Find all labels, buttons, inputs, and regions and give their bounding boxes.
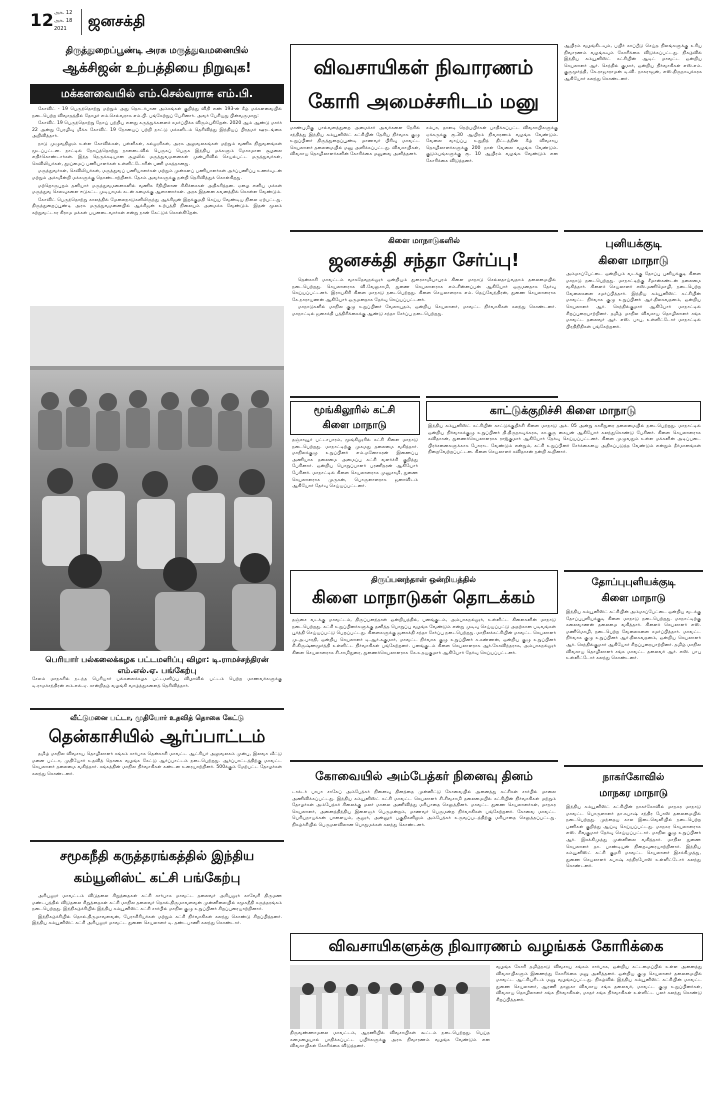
story-headline: கிளை மாநாடு	[601, 593, 666, 604]
story-kicker: வீட்டுமனை பட்டா, முதியோர் உதவித் தொகை கேட்டு	[70, 714, 244, 722]
paragraph: அரியலூர் மாவட்டம் விடுதலை சிறுத்தைகள் கட்சி சார்பாக மாவட்ட தலைவர் அரியலூர் காவேரி திருமண மண்டபத்தில் விடுதலை சிறுத்தைகள் கட்சி மாநில தலைவர் தொல்.திருமாவளவன் முன்னிலையில் சமூகநீதி கருத்தரங்கம் நடைபெற்றது. இந்நிகழ்ச்சியில் இந்திய கம்யூனிஸ்ட் கட்சி சார்பில் மாநில குழு உறுப்பினர் சிறப்புரையாற்றினார்.	[32, 894, 282, 913]
story-headline: சமூகநீதி கருத்தரங்கத்தில் இந்திய	[59, 849, 255, 864]
paragraph: கோவிட் 19 பெருந்தொற்று நோய் பற்றிய எனது கருத்துக்களைச் சமர்ப்பிக்க விரும்புகிறேன். 2020 ஆம் ஆண்டு மார்ச் 22 அன்று பேரழிவு மிக்க கோவிட் 19 நோயைப் பற்றி நாட்டு மக்களிடம் தெரிவித்து இந்தியப் பிரதமர் ஊரடங்கை அறிவித்தார்.	[32, 121, 282, 140]
story-headline: தென்காசியில் ஆர்ப்பாட்டம்	[48, 727, 266, 747]
paragraph: கோவிட் பெருந்தொற்று காலத்தில் மேலைநாடுகளிலிருந்து ஆக்சிஜன் இறக்குமதி செய்ய வேண்டிய நிலை ஏற்பட்டது. திருத்துறைப்பூண்டி அரசு மருத்துவமனையில் ஆக்சிஜன் உற்பத்தி நிலையம் அமைக்க வேண்டும். இதன் மூலம் சுற்றுவட்டார கிராம மக்கள் பயனடைவார்கள் என்று நான் கேட்டுக் கொள்கிறேன்.	[32, 197, 282, 216]
issue-dates	[54, 9, 82, 35]
story-headline: விவசாயிகள் நிவாரணம்	[313, 55, 534, 79]
paragraph: கோவிட் - 19 பெருந்தொற்று மற்றும் அது தொடர்பான அம்சங்கள் குறித்து விதி எண் 193-ன் கீழ் மக்களவையில் நடைபெற்ற விவாதத்தில் தோழர் எம்.செல்வராசு எம்.பி. பங்கேற்றுப் பேசினார். அவர் பேசியது பின்வருமாறு:	[32, 107, 282, 119]
paragraph: மாநாடுகளில் மாநில குழு உறுப்பினர் வேலாயுதம், ஒன்றிய செயலாளர், மாவட்ட நிர்வாகிகள் கலந்து கொண்டனர். மாநாட்டில் ஜனசக்தி பத்திரிக்கைக்கு ஆண்டு சந்தா சேர்ப்பு நடைபெற்றது.	[292, 305, 556, 317]
story-headline: கிளை மாநாடு	[598, 254, 669, 267]
story-headline: விவசாயிகளுக்கு நிவாரணம் வழங்கக் கோரிக்கை	[328, 937, 664, 955]
relief-story	[290, 933, 703, 1063]
caption-body: சேலம் மாநகரில் நடந்த பெரியார் பல்கலைக்கழக பட்டமளிப்பு விழாவில் பட்டம் பெற்ற மாணவர்களுக்கு டி.ராமச்சந்திரன் எம்.எல்.ஏ. சான்றிதழ் வழங்கி வாழ்த்துகளைத் தெரிவித்தார்.	[32, 677, 282, 689]
page-number: 12	[30, 11, 54, 31]
story-body	[292, 278, 556, 390]
story-headline: மூங்கிலூரில் கட்சி	[313, 405, 396, 416]
story-headline: நாகர்கோவில்	[602, 772, 665, 783]
story-body: இந்திய கம்யூனிஸ்ட் கட்சியின் நாகர்கோவில் மாநகர மாநாடு மாவட்ட பொருளாளர் தா.சுபாஷ் சந்திர போஸ் தலைமையில் நடைபெற்றது. முந்தைய கால இடைவெளியில் நடைபெற்ற பணிகள் குறித்து ஆய்வு செய்யப்பட்டது. மாநகர செயலாளராக எஸ். சிவகுமார் தேர்வு செய்யப்பட்டார். மாநில குழு உறுப்பினர் ஆர். இசக்கிமுத்து முன்னிலை வகித்தார். மாநில துணை செயலாளர் தா. பாண்டியன் நிறைவுரையாற்றினார். இந்திய கம்யூனிஸ்ட் கட்சி குமரி மாவட்ட செயலாளர் இசக்கிமுத்து, துணை செயலாளர் சுபாஷ் சந்திரபோஸ் உள்ளிட்டோர் கலந்து கொண்டனர்.	[566, 805, 701, 870]
story-body	[32, 107, 282, 302]
masthead	[30, 8, 200, 36]
story-body	[32, 752, 282, 838]
story-col: மாண்புமிகு பால்வளத்துறை அமைச்சர் அவர்களை நேரில் சந்தித்து இந்திய கம்யூனிஸ்ட் கட்சியின் தேசிய நிர்வாக குழு உறுப்பினர் திருத்துறைப்பூண்டி மாணவர் பிரிவு மாவட்ட செயலாளர் தலைமையில் மனு அளிக்கப்பட்டது. விவசாயிகள், விவசாய தொழிலாளர்களின் கோரிக்கை மனுவை அளித்தனர்.	[290, 126, 420, 158]
story-col: சம்பா, தாளடி நெற்பயிர்கள் பாதிக்கப்பட்ட விவசாயிகளுக்கு ஏக்கருக்கு ரூ.30 ஆயிரம் நிவாரணம் வழங்க வேண்டும். வேலை வாய்ப்பு உறுதித் திட்டத்தின் கீழ் விவசாய தொழிலாளர்களுக்கு 200 நாள் வேலை வழங்க வேண்டும். குடும்பங்களுக்கு ரூ. 10 ஆயிரம் வழங்க வேண்டும் என கோரிக்கை விடுத்தனர்.	[426, 126, 558, 164]
farmers-photo	[290, 965, 490, 1029]
headline-box	[426, 401, 701, 421]
story-body	[32, 894, 282, 1060]
headline-box	[290, 44, 558, 122]
ambedkar-story	[290, 760, 558, 930]
mp-bar: மக்களவையில் எம்.செல்வராசு எம்.பி.	[30, 84, 284, 104]
photo-caption: பெரியார் பல்கலைக்கழக பட்டமளிப்பு விழா: டி.ராமச்சந்திரன் எம்.எல்.ஏ. பங்கேற்பு	[45, 655, 269, 675]
story-body: வழங்க கோரி தமிழ்நாடு விவசாய சங்கம் சார்பாக, ஒன்றிய கட்டமைப்பில் உள்ள அனைத்து விவசாயிகளும் இணைந்து கோரிக்கை மனு அளித்தனர். ஒன்றிய குழு செயலாளர் தலைமையில் மாவட்ட ஆட்சியரிடம் மனு வழங்கப்பட்டது. நிகழ்வில் இந்திய கம்யூனிஸ்ட் கட்சியின் மாவட்ட துணை செயலாளர், ஆரணி தாலுகா விவசாய சங்க தலைவர், மாவட்ட குழு உறுப்பினர்கள், விவசாய தொழிலாளர் சங்க நிர்வாகிகள், மாதர் சங்க நிர்வாகிகள் உள்ளிட்ட பலர் கலந்து கொண்டு சிறப்பித்தனர்.	[496, 965, 702, 1003]
paragraph: நாடு முழுவதிலும் உள்ள கோவில்கள், பள்ளிகள், கல்லூரிகள், அரசு அலுவலகங்கள் மற்றும் வணிக நிறுவனங்கள் மூடப்பட்டன. நாட்டில் நோய்த்தொற்று நாளடைவில் பெருகப் பெருக இந்திய மக்களும் மோசமான சூழலை எதிர்கொண்டார்கள். இந்த நெருக்கடியான சூழலில் மருத்துவமனைகள் முன்புரிவில் செயல்பட்ட மருத்துவர்கள், செவிலியர்கள், தூய்மைப் பணியாளர்கள் உள்ளிட்டோரின் பணி மகத்தானது.	[32, 141, 282, 167]
ministry-story	[290, 44, 703, 230]
story-headline: காட்டுக்குறிச்சி கிளை மாநாடு	[489, 404, 637, 417]
paragraph: இந்நிகழ்ச்சியில் தொல்.திருமாவளவன், பேராசிரியர்கள் மற்றும் கட்சி நிர்வாகிகள் கலந்து கொண்டு சிறப்பித்தனர். இந்திய கம்யூனிஸ்ட் கட்சி அரியலூர் மாவட்ட துணை செயலாளர் டி. தண்டபாணி கலந்து கொண்டார்.	[32, 914, 282, 927]
story-body: டாக்டர் பாபா சாகேப் அம்பேத்கர் நினைவு தினத்தை முன்னிட்டு கோவையில் அனைத்து கட்சிகள் சார்பில் மாலை அணிவிக்கப்பட்டது. இந்திய கம்யூனிஸ்ட் கட்சி மாவட்ட செயலாளர் சி.சிவசாமி தலைமையில் கட்சியின் நிர்வாகிகள் மற்றும் தோழர்கள் அம்பேத்கர் சிலைக்கு மலர் மாலை அணிவித்து மரியாதை செலுத்தினர். மாவட்ட துணை செயலாளர்கள், மாநகர செயலாளர், அனைத்திந்திய இளைஞர் பெருமன்றம், மாணவர் பெருமன்ற நிர்வாகிகள் பங்கேற்றனர். கோவை மாவட்ட பெரியநாயக்கன் பாளையம், சூலூர், அன்னூர் பகுதிகளிலும் அம்பேத்கர் உருவப்படத்திற்கு மரியாதை செலுத்தப்பட்டது. நிகழ்ச்சியில் பெருமளவிலான பொதுமக்கள் கலந்து கொண்டனர்.	[292, 790, 556, 828]
headline-box	[290, 401, 420, 435]
story-col: ஆயிரம் வழங்கிடவும், பயிர் காப்பீடு செய்த நிலங்களுக்கு உரிய நிவாரணம் வழங்கவும் கோரிக்கை விடுக்கப்பட்டது. நிகழ்வில் இந்திய கம்யூனிஸ்ட் கட்சியின் ஆடிட் மாவட்ட ஒன்றிய செயலாளர் ஆர். செந்தில் குமார், ஒன்றிய நிர்வாகிகள் எஸ்.எம். குருமூர்த்தி, கே.ராஜாராமன் டி.வி. நாகராஜன், எஸ்.திருநாவுக்கரசு ஆகியோர் கலந்து கொண்டனர்.	[564, 44, 702, 82]
moongil-story	[290, 396, 420, 566]
nagarkovil-story	[564, 765, 703, 930]
date-line: அக. 18	[54, 18, 73, 24]
punniyakudi-story	[564, 230, 703, 455]
paper-name: ஜனசக்தி	[88, 12, 146, 30]
story-headline: ஆக்சிஜன் உற்பத்தியை நிறுவுக!	[62, 61, 252, 76]
farmers-illustration	[290, 965, 490, 1029]
oxygen-story	[30, 44, 284, 704]
convocation-photo	[30, 306, 284, 651]
crowd-illustration	[30, 306, 284, 651]
janasakthi-story	[290, 230, 558, 390]
story-kicker: திருப்பனந்தாள் ஒன்றியத்தில்	[371, 575, 476, 584]
story-headline: கோவையில் அம்பேத்கர் நினைவு தினம்	[315, 769, 533, 783]
thoppupuliyakudi-story	[564, 570, 703, 760]
story-headline: புனியக்குடி	[605, 237, 662, 250]
story-body: தஞ்சாவூர் பட்டாபாரம், மூங்கிலூரில் கட்சி கிளை மாநாடு நடைபெற்றது. மாநாட்டிற்கு முகமது தலைமை வகித்தார். மாநிலக்குழு உறுப்பினர் எம்.மனோகரன் இணைப்பு அணியாக தலைமை அமைப்பு கட்சி வளர்ச்சி குறித்து பேசினார். ஒன்றிய பொறுப்பாளர் பரணிதரன் ஆகியோர் பேசினர். மாநாட்டில் கிளை செயலாளராக முனுசாமி, துணை செயலாளராக முருகன், பொருளாளராக ஜனாவிடம் ஆகியோர் தேர்வு செய்யப்பட்டனர்.	[292, 438, 418, 490]
headline-box	[290, 570, 558, 614]
story-headline: கிளை மாநாடு	[322, 420, 387, 431]
headline-box	[290, 933, 703, 961]
story-headline: ஜனசக்தி சந்தா சேர்ப்பு!	[328, 250, 520, 271]
story-kicker: திருத்துறைப்பூண்டி அரசு மருத்துவமனையில்	[65, 46, 249, 56]
date-line: 2021	[54, 26, 67, 32]
story-headline: தோப்புபுளியக்குடி	[591, 577, 676, 588]
paragraph: தமிழ் மாநில விவசாய தொழிலாளர் சங்கம் சார்பாக தென்காசி மாவட்ட ஆட்சியர் அலுவலகம் முன்பு, இலவச வீட்டு மனை பட்டா, முதியோர் உதவித் தொகை வழங்க கேட்டு ஆர்ப்பாட்டம் நடைபெற்றது. ஆர்ப்பாட்டத்திற்கு மாவட்ட செயலாளர் தலைமை வகித்தார். சங்கத்தின் மாநில நிர்வாகிகள் கண்டன உரையாற்றினர். 500க்கும் மேற்பட்ட தோழர்கள் கலந்து கொண்டனர்.	[32, 752, 282, 777]
story-kicker: கிளை மாநாடுகளில்	[388, 236, 460, 245]
story-body: இந்திய கம்யூனிஸ்ட் கட்சியின் அம்மாப்பேட்டை ஒன்றிய வடக்கு தோப்புபுளியக்குடி கிளை மாநாடு நடைபெற்றது. மாநாட்டிற்கு கலைவாணன் தலைமை வகித்தார். கிளைச் செயலாளர் எஸ். மணிமொழி, நடைபெற்ற வேலைகளை சமர்ப்பித்தார். மாவட்ட நிர்வாக குழு உறுப்பினர் ஆர்.திலகவதனம், ஒன்றிய செயலாளர் ஆர். செந்தில்குமார் ஆகியோர் சிறப்புரையாற்றினர். தமிழ் மாநில விவசாய தொழிலாளர் சங்க மாவட்ட தலைவர் ஆர். எஸ். பாபு உள்ளிட்டோர் கலந்து கொண்டனர்.	[566, 610, 701, 662]
tiruppanandal-story	[290, 570, 558, 755]
paragraph: மருத்துவர்கள், செவிலியர்கள், மருத்துவப் பணியாளர்கள் மற்றும் முன்களப் பணியாளர்கள் அர்ப்பணிப்பு உணர்வுடன் மற்றும் அச்சமின்றி மக்களுக்கு தொண்டாற்றினர். தேசம் அவர்களுக்கு நன்றி தெரிவித்துக் கொள்கிறது.	[32, 169, 282, 181]
tenkasi-story	[30, 708, 284, 838]
story-body: அம்மாப்பேட்டை ஒன்றியம் வடக்கு தோப்பு புனியக்குடி கிளை மாநாடு நடைபெற்றது. மாநாட்டிற்கு சீமான்கண்டன் தலைமை வகித்தார். கிளைச் செயலாளர் எஸ்.மணிமொழி, நடைபெற்ற வேலைகளை சமர்ப்பித்தார். இந்திய கம்யூனிஸ்ட் கட்சியின் மாவட்ட நிர்வாக குழு உறுப்பினர் ஆர்.திலகவதனம், ஒன்றிய செயலாளர் ஆர். செந்தில்குமார் ஆகியோர் மாநாட்டில் சிறப்புரையாற்றினர். தமிழ் மாநில விவசாய தொழிலாளர் சங்க மாவட்ட தலைவர் ஆர். எஸ். பாபு, உள்ளிட்டோர் மாநாட்டில் பிரதிநிதிகள் பங்கேற்றனர்.	[566, 272, 701, 330]
story-headline: கோரி அமைச்சரிடம் மனு	[308, 89, 539, 113]
paragraph: தென்காசி மாவட்டம் வாசுதேவநல்லூர் ஒன்றியம் துரைசாமியாபுரம் கிளை மாநாடு செல்லதாய்வதாம் தலைமையில் நடைபெற்றது. செயலாளராக வி.வேலுசாமி, துணை செயலாளராக எம்.சின்னப்பன் ஆகியோர் ஒருமனதாக தேர்வு செய்யப்பட்டனர். இராயகிரி கிளை மாநாடு நடைபெற்றது. கிளை செயலாளராக எம். தெய்வேந்திரன், துணை செயலாளராக கே.நாராயணன் ஆகியோர் ஒருமனதாக தேர்வு செய்யப்பட்டனர்.	[292, 278, 556, 303]
story-headline: கம்யூனிஸ்ட் கட்சி பங்கேற்பு	[73, 871, 241, 886]
story-headline: மாநகர மாநாடு	[599, 788, 668, 799]
story-headline: கிளை மாநாடுகள் தொடக்கம்	[311, 588, 536, 608]
social-justice-story	[30, 840, 284, 1060]
kattukurichi-body: இந்திய கம்யூனிஸ்ட் கட்சியின் காட்டுக்குறிச்சி கிளை மாநாடு அக். 05 அன்று காசிதுரை தலைமையில் நடைபெற்றது. மாநாட்டில் ஒன்றிய நிர்வாகக்குழு உறுப்பினர் தி.திருநாவுக்கரசு, கா.குரு கையன் ஆகியோர் கலந்துகொண்டு பேசினர். கிளை செயலாளராக கவிதாசன், துணைச்செயலாளராக ராஜ்குமார் ஆகியோர் தேர்வு செய்யப்பட்டனர். கிளை முழுவதும் உள்ள மக்களின் அடிப்படை பிரச்சனைகளுக்காக போராட வேண்டும் என்றும், கட்சி உறுப்பினர் சேர்க்கையை அதிகப்படுத்த வேண்டும் என்றும் தீர்மானங்கள் நிறைவேற்றப்பட்டன. கிளை செயலாளர் கவிதாசன் நன்றி கூறினார்.	[428, 424, 701, 456]
story-body: தஞ்சை வடக்கு மாவட்டம், திருப்பனந்தாள் ஒன்றியத்தில், பனங்குடம், அம்பாகநல்லூர், உள்ளிட்ட கிளைகளின் மாநாடு நடைபெற்றது. கட்சி உறுப்பினர்களுக்கு தனித்த பொறுப்பு வழங்க வேண்டும் என்று முடிவு செய்யப்பட்டு அதற்கான படிவங்கள் பூர்த்தி செய்யப்பட்டு பெறப்பட்டது. கிளைகளுக்கு ஜனசக்தி சந்தா சேர்ப்பு நடைபெற்றது. மாநிலக்கட்சியின் மாவட்ட செயலாளர் மு.அ.பாரதி, ஒன்றிய செயலாளர் டி.ஆர்.சுகுமார், மாவட்ட நிர்வாக குழு உறுப்பினர் க.கண்ணன், ஒன்றிய குழு உறுப்பினர் சி.கிருஷ்ணமூர்த்தி உள்ளிட்ட நிர்வாகிகள் பங்கேற்றனர். பனங்குடம் கிளை செயலாளராக ஆர்.கோவிந்தராசு, அம்பாகநல்லூர் கிளை செயலாளராக சி.சாமிதுரை, துணைச்செயலாளராக கே.உதயகுமார் ஆகியோர் தேர்வு செய்யப்பட்டனர்.	[292, 618, 556, 656]
photo-caption: திருவண்ணாமலை மாவட்டம், ஆரணியில் விவசாயிகள் கூட்டம் நடைபெற்றது. பெய்த கனமழையால் பாதிக்கப்பட்ட பயிர்களுக்கு அரசு நிவாரணம் வழங்க வேண்டும் என விவசாயிகள் கோரிக்கை விடுத்தனர்.	[290, 1031, 490, 1050]
paragraph: மற்றொருபுறம் தனியார் மருத்துவமனைகளில் வணிக ரீதியிலான சிகிச்சைகள் அதிகரித்தன. ஏழை எளிய மக்கள் மருத்துவ செலவுகளை ஈடுகட்ட முடியாமல் கடன் சுமைக்கு ஆளானார்கள். அரசு இதனை கவனத்தில் கொள்ள வேண்டும்.	[32, 183, 282, 196]
date-line: அக. 12	[54, 10, 73, 16]
